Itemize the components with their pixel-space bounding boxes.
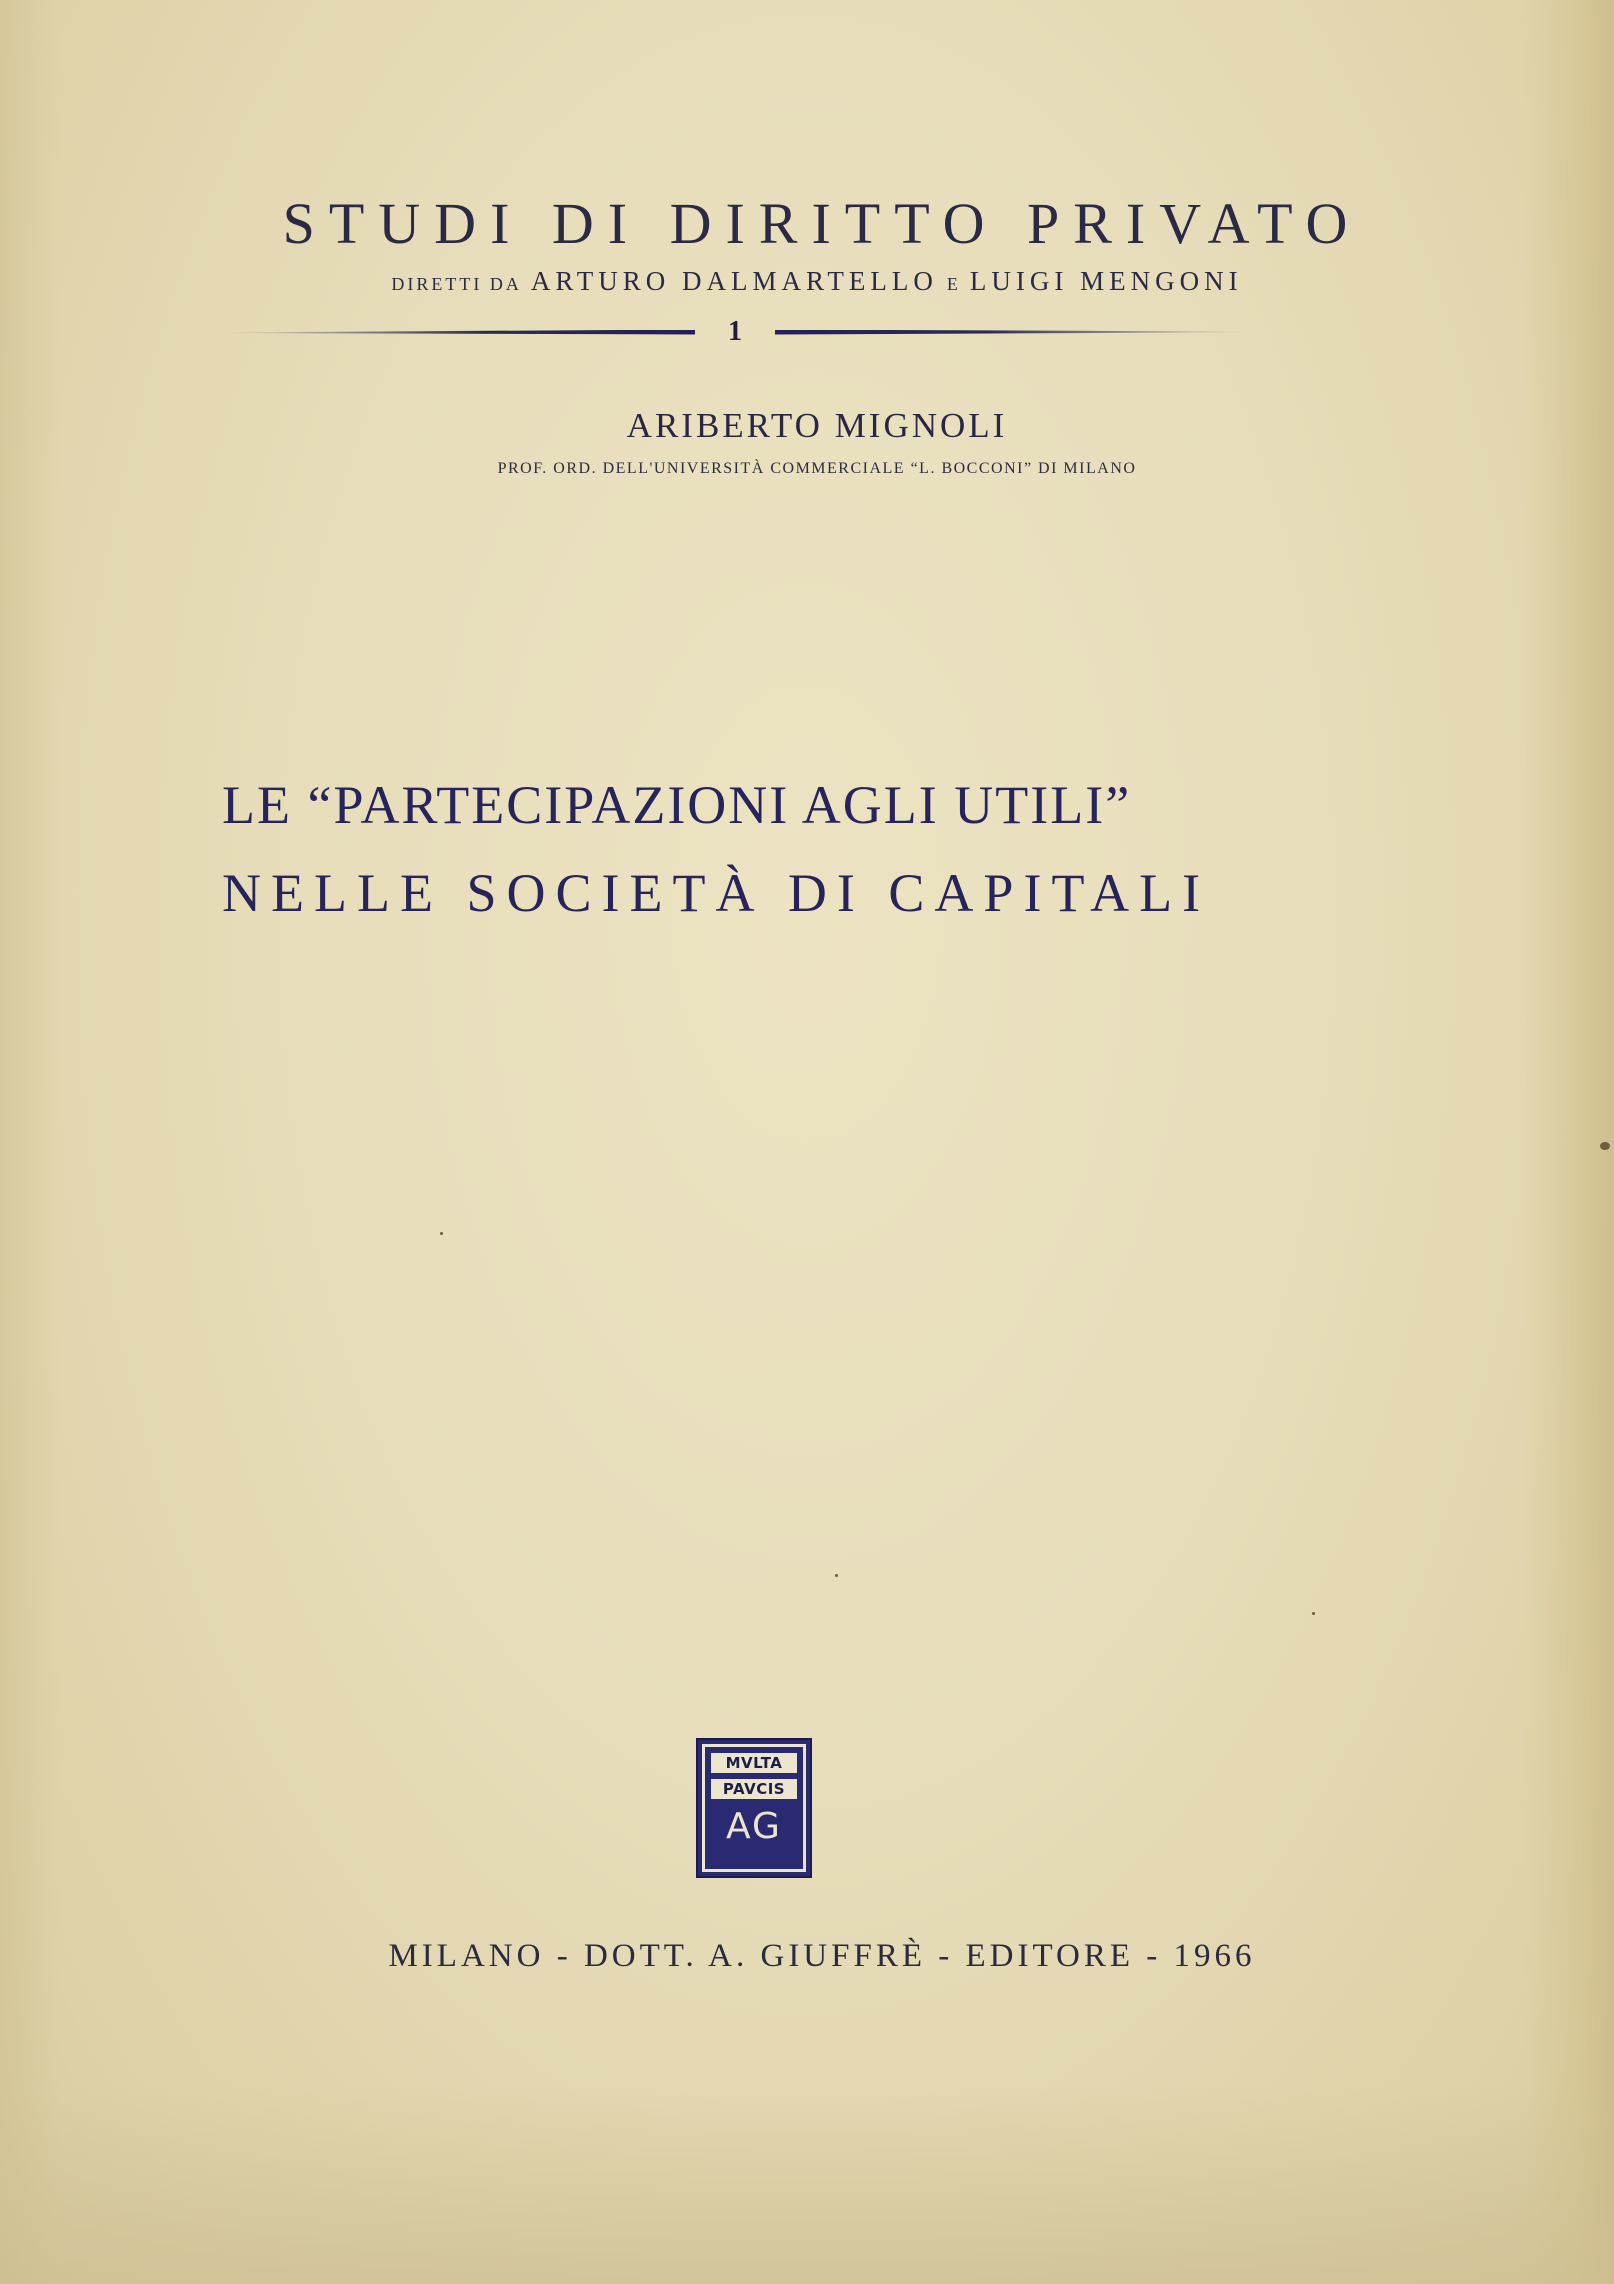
- publisher-logo-frame: [702, 1744, 806, 1872]
- book-title-line-1: LE “PARTECIPAZIONI AGLI UTILI”: [222, 775, 1132, 835]
- directors-prefix: DIRETTI DA: [391, 274, 522, 294]
- author-name: ARIBERTO MIGNOLI: [626, 406, 1008, 445]
- rule-right-divider: [775, 330, 1245, 335]
- paper-edge-shading-bottom: [0, 2084, 1614, 2284]
- book-title-line-2: NELLE SOCIETÀ DI CAPITALI: [222, 863, 1211, 923]
- director-2: LUIGI MENGONI: [969, 266, 1243, 296]
- publisher-imprint: MILANO - DOTT. A. GIUFFRÈ - EDITORE - 1966: [388, 1938, 1256, 1974]
- paper-speck: [1600, 1142, 1610, 1150]
- logo-monogram: AG: [726, 1806, 782, 1847]
- paper-speck: [1312, 1612, 1315, 1615]
- paper-speck: [440, 1232, 443, 1235]
- series-title: STUDI DI DIRITTO PRIVATO: [282, 191, 1362, 256]
- volume-rule: [210, 314, 1260, 350]
- publisher-logo-icon: [696, 1738, 812, 1878]
- author-affiliation: PROF. ORD. DELL'UNIVERSITÀ COMMERCIALE “L. BOCCONI” DI MILANO: [497, 460, 1137, 477]
- paper-speck: [835, 1574, 838, 1577]
- series-directors: [0, 266, 1614, 297]
- directors-conjunction: E: [946, 274, 961, 294]
- director-1: ARTURO DALMARTELLO: [530, 266, 938, 296]
- book-title: [222, 772, 1332, 926]
- volume-number: 1: [728, 316, 742, 347]
- rule-left-divider: [225, 330, 695, 335]
- logo-motto-line-1: MVLTA: [711, 1753, 797, 1773]
- logo-motto-line-2: PAVCIS: [711, 1779, 797, 1799]
